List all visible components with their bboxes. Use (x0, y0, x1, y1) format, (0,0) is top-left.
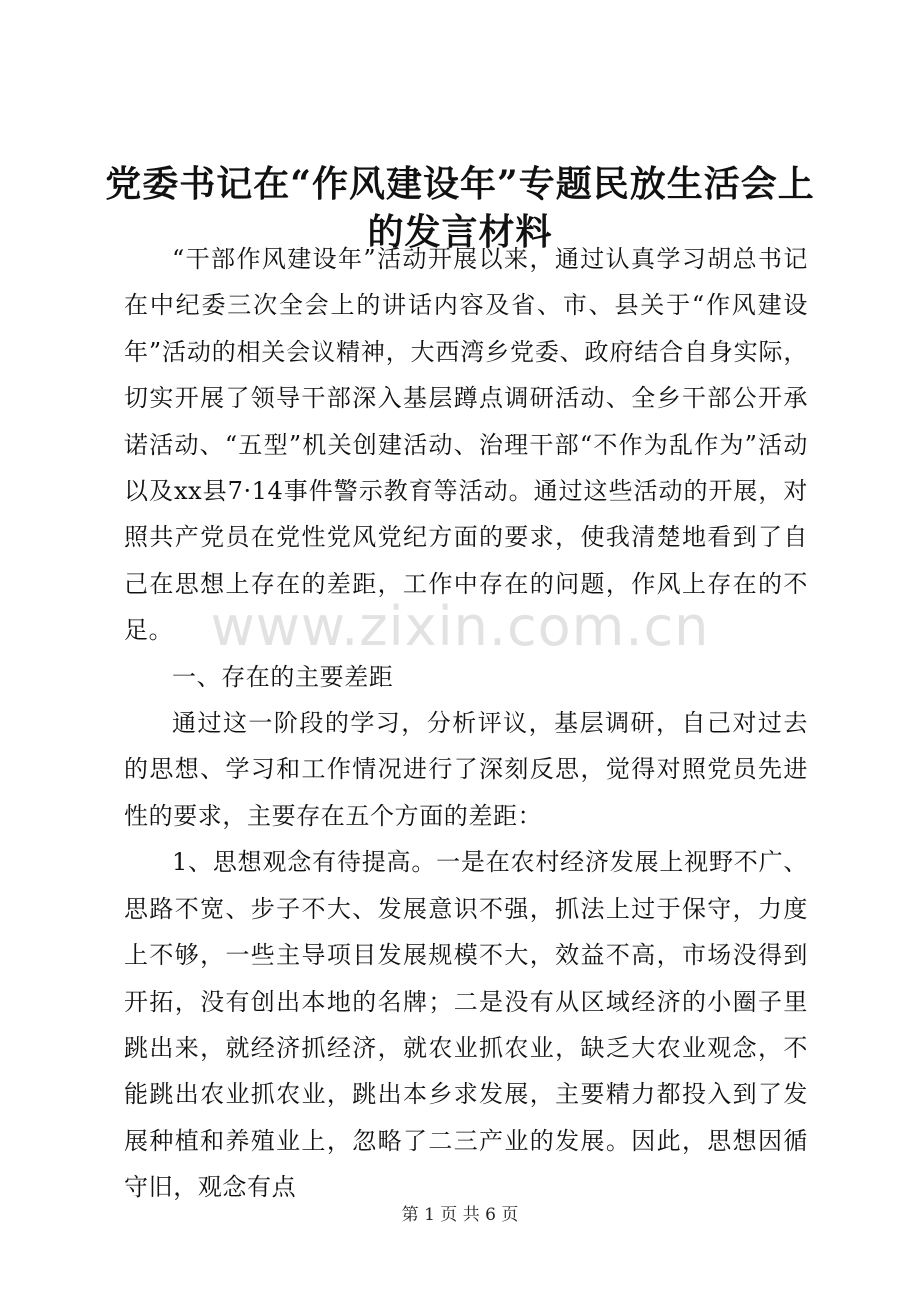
paragraph-analysis: 通过这一阶段的学习，分析评议，基层调研，自己对过去的思想、学习和工作情况进行了深刻反思，觉得对照党员先进性的要求，主要存在五个方面的差距： (124, 709, 808, 830)
watermark-text: www.zixin.com.cn (210, 595, 710, 658)
paragraph-intro: “干部作风建设年”活动开展以来，通过认真学习胡总书记在中纪委三次全会上的讲话内容及省、市、县关于“作风建设年”活动的相关会议精神，大西湾乡党委、政府结合自身实际，切实开展了领导干部深入基层蹲点调研活动、全乡干部公开承诺活动、“五型”机关创建活动、治理干部“不作为乱作为”活动以及xx县7·14事件警示教育等活动。通过这些活动的开展，对照共产党员在党性党风党纪方面的要求，使我清楚地看到了自己在思想上存在的差距，工作中存在的问题，作风上存在的不足。 (124, 245, 808, 645)
page-footer: 第 1 页 共 6 页 (401, 1205, 519, 1225)
document-title: 党委书记在“作风建设年”专题民放生活会上的发言材料 (105, 163, 815, 253)
document-body (124, 236, 808, 1211)
paragraph-point-1: 1、思想观念有待提高。一是在农村经济发展上视野不广、思路不宽、步子不大、发展意识不强，抓法上过于保守，力度上不够，一些主导项目发展规模不大，效益不高，市场没得到开拓，没有创出本地的名牌；二是没有从区域经济的小圈子里跳出来，就经济抓经济，就农业抓农业，缺乏大农业观念，不能跳出农业抓农业，跳出本乡求发展，主要精力都投入到了发展种植和养殖业上，忽略了二三产业的发展。因此，思想因循守旧，观念有点 (124, 848, 808, 1202)
section-heading: 一、存在的主要差距 (172, 662, 394, 691)
